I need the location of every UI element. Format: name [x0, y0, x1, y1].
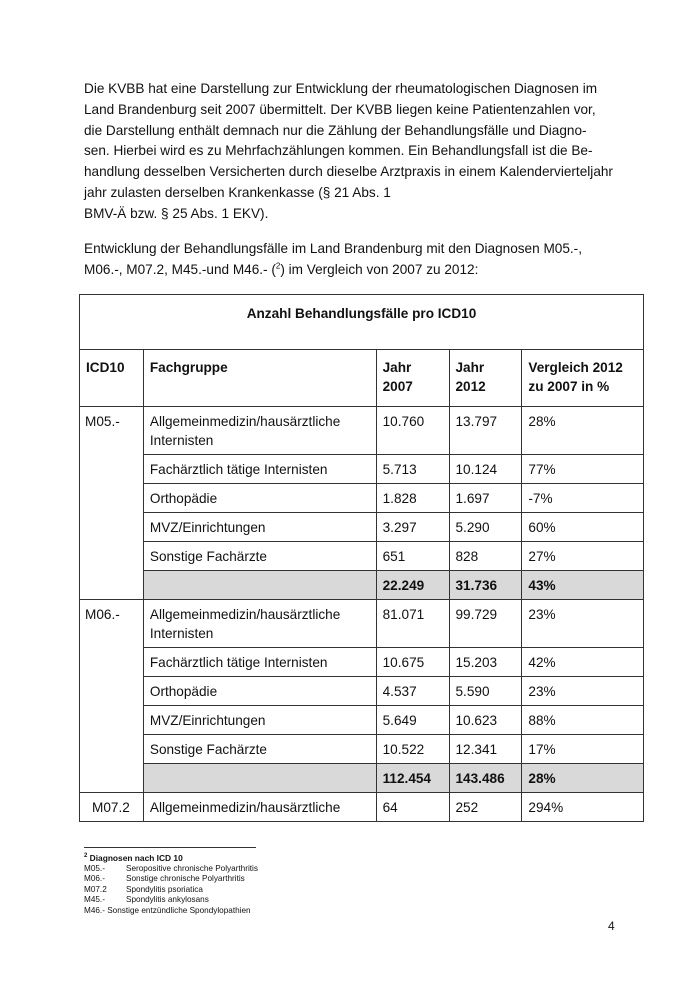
value-2007: 10.522 [376, 735, 449, 764]
intro-line: Land Brandenburg seit 2007 übermittelt. Der KVBB liegen keine Patientenzahlen vor, [84, 101, 596, 117]
value-2007: 81.071 [376, 600, 449, 648]
sum-row [80, 571, 644, 600]
value-2012: 828 [449, 542, 522, 571]
value-pct: 60% [522, 513, 644, 542]
footnote-title: $^2$ Diagnosen nach ICD 10 [84, 853, 183, 863]
group-cell: Fachärztlich tätige Internisten [143, 455, 376, 484]
sum-2007: 112.454 [376, 764, 449, 793]
value-2012: 15.203 [449, 648, 522, 677]
icd10-table [79, 294, 644, 822]
icd-code: M07.2 [80, 793, 144, 822]
value-2012: 12.341 [449, 735, 522, 764]
table-header-row [80, 350, 644, 407]
value-2007: 651 [376, 542, 449, 571]
value-pct: 17% [522, 735, 644, 764]
table-title-row [80, 295, 644, 350]
value-2012: 10.623 [449, 706, 522, 735]
group-cell: Fachärztlich tätige Internisten [143, 648, 376, 677]
sum-label [143, 764, 376, 793]
sum-pct: 43% [522, 571, 644, 600]
header-comparison: Vergleich 2012 zu 2007 in % [522, 350, 644, 407]
group-cell: Sonstige Fachärzte [143, 542, 376, 571]
table-row [80, 600, 644, 648]
value-2012: 13.797 [449, 407, 522, 455]
table-title: Anzahl Behandlungsfälle pro ICD10 [80, 295, 644, 350]
table-row [80, 648, 644, 677]
group-cell: Allgemeinmedizin/hausärztliche Internisten [143, 407, 376, 455]
footnote-entry: M05.- Seropositive chronische Polyarthritis [84, 863, 258, 873]
footnote [84, 853, 258, 917]
value-2012: 10.124 [449, 455, 522, 484]
value-pct: 294% [522, 793, 644, 822]
footnote-divider [84, 847, 256, 848]
value-2012: 5.290 [449, 513, 522, 542]
value-pct: 42% [522, 648, 644, 677]
value-pct: 23% [522, 600, 644, 648]
footnote-number: 2 [84, 853, 88, 860]
value-pct: 23% [522, 677, 644, 706]
table-row [80, 484, 644, 513]
footnote-entry: M07.2 Spondylitis psoriatica [84, 884, 203, 894]
table-row [80, 793, 644, 822]
table-caption [84, 239, 624, 281]
intro-paragraph [84, 79, 624, 225]
value-2007: 5.713 [376, 455, 449, 484]
footnote-entry: M06.- Sonstige chronische Polyarthritis [84, 874, 245, 884]
group-cell: MVZ/Einrichtungen [143, 706, 376, 735]
value-2007: 5.649 [376, 706, 449, 735]
value-2007: 4.537 [376, 677, 449, 706]
group-cell: MVZ/Einrichtungen [143, 513, 376, 542]
value-pct: 77% [522, 455, 644, 484]
icd-code: M05.- [80, 407, 144, 600]
intro-line: handlung desselben Versicherten durch dieselbe Arztpraxis in einem Kalendervierteljahr [84, 164, 613, 180]
intro-line: sen. Hierbei wird es zu Mehrfachzählungen kommen. Ein Behandlungsfall ist die Be- [84, 143, 593, 159]
caption-line [84, 260, 624, 281]
group-cell: Allgemeinmedizin/hausärztliche Internisten [143, 600, 376, 648]
table-row [80, 513, 644, 542]
value-2012: 1.697 [449, 484, 522, 513]
footnote-ref[interactable]: 2 [275, 261, 281, 271]
page-number: 4 [608, 919, 615, 933]
value-pct: 88% [522, 706, 644, 735]
value-pct: -7% [522, 484, 644, 513]
sum-2007: 22.249 [376, 571, 449, 600]
table-row [80, 706, 644, 735]
intro-line: Die KVBB hat eine Darstellung zur Entwicklung der rheumatologischen Diagnosen im [84, 81, 598, 96]
value-2007: 1.828 [376, 484, 449, 513]
table-row [80, 407, 644, 455]
icd-code: M06.- [80, 600, 144, 793]
caption-line: Entwicklung der Behandlungsfälle im Land Brandenburg mit den Diagnosen M05.-, [84, 241, 582, 256]
table-row [80, 677, 644, 706]
table-row [80, 542, 644, 571]
group-cell: Orthopädie [143, 677, 376, 706]
caption-text: ) im Vergleich von 2007 zu 2012: [280, 261, 479, 277]
group-cell: Allgemeinmedizin/hausärztliche [143, 793, 376, 822]
intro-line: jahr zulasten derselben Krankenkasse (§ 21 Abs. 1 [84, 184, 391, 200]
sum-row [80, 764, 644, 793]
value-2012: 99.729 [449, 600, 522, 648]
table-row [80, 735, 644, 764]
value-2012: 252 [449, 793, 522, 822]
value-2007: 10.760 [376, 407, 449, 455]
value-2012: 5.590 [449, 677, 522, 706]
sum-pct: 28% [522, 764, 644, 793]
value-pct: 27% [522, 542, 644, 571]
intro-line: die Darstellung enthält demnach nur die Zählung der Behandlungsfälle und Diagno- [84, 122, 587, 138]
value-2007: 10.675 [376, 648, 449, 677]
value-2007: 64 [376, 793, 449, 822]
group-cell: Orthopädie [143, 484, 376, 513]
group-cell: Sonstige Fachärzte [143, 735, 376, 764]
intro-line: BMV-Ä bzw. § 25 Abs. 1 EKV). [84, 205, 269, 221]
sum-2012: 31.736 [449, 571, 522, 600]
caption-text: M06.-, M07.2, M45.-und M46.- ( [84, 261, 276, 277]
value-2007: 3.297 [376, 513, 449, 542]
footnote-entry: M45.- Spondylitis ankylosans [84, 895, 209, 905]
sum-label [143, 571, 376, 600]
header-2012: Jahr 2012 [449, 350, 522, 407]
header-2007: Jahr 2007 [376, 350, 449, 407]
header-icd: ICD10 [80, 350, 144, 407]
header-group: Fachgruppe [143, 350, 376, 407]
table-row [80, 455, 644, 484]
sum-2012: 143.486 [449, 764, 522, 793]
value-pct: 28% [522, 407, 644, 455]
footnote-entry: M46.- Sonstige entzündliche Spondylopathien [84, 905, 251, 915]
